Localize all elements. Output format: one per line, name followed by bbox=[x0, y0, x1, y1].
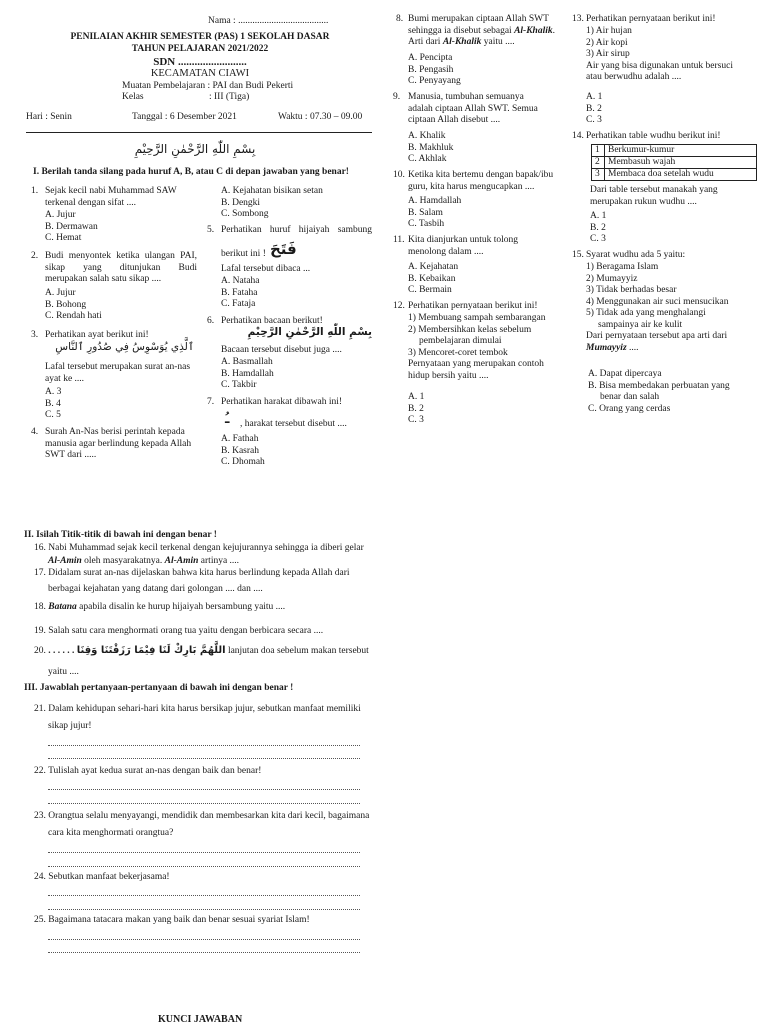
question-8-number: 8. bbox=[396, 14, 404, 24]
answer-line-24a[interactable] bbox=[48, 895, 360, 896]
question-25-text: 25. Bagaimana tatacara makan yang baik dan benar sesuai syariat Islam! bbox=[34, 915, 310, 925]
answer-line-24b[interactable] bbox=[48, 909, 360, 910]
question-13-number: 13. bbox=[572, 14, 584, 24]
wudhu-table-row: 1 Berkumur-kumur bbox=[592, 145, 757, 157]
question-15-text: Syarat wudhu ada 5 yaitu: bbox=[586, 250, 686, 260]
question-12-options[interactable]: A. 1 B. 2 C. 3 bbox=[408, 392, 425, 426]
question-4-number: 4. bbox=[31, 427, 39, 437]
question-20-arabic: اللَّهُمَّ بَارِكْ لَنَا فِيْمَا رَزَقْتَنَا وَقِنَا bbox=[76, 645, 226, 656]
question-13-options[interactable]: A. 1 B. 2 C. 3 bbox=[586, 92, 603, 126]
exam-title: PENILAIAN AKHIR SEMESTER (PAS) 1 SEKOLAH DASAR bbox=[70, 32, 330, 42]
question-21-text: 21. Dalam kehidupan sehari-hari kita harus bersikap jujur, sebutkan manfaat memiliki bbox=[34, 704, 361, 714]
question-6-text: Perhatikan bacaan berikut! bbox=[221, 316, 323, 326]
question-21-text-2: sikap jujur! bbox=[48, 721, 92, 731]
question-2-number: 2. bbox=[31, 251, 39, 261]
question-13-statements: 1) Air hujan 2) Air kopi 3) Air sirup Air yang bisa digunakan untuk bersuci atau berwudhu adalah .... bbox=[586, 26, 733, 83]
answer-line-25a[interactable] bbox=[48, 939, 360, 940]
question-1-options[interactable]: A. Jujur B. Dermawan C. Hemat bbox=[45, 210, 98, 244]
question-12-number: 12. bbox=[393, 301, 405, 311]
question-20-text: 20. . . . . . . اللَّهُمَّ بَارِكْ لَنَا فِيْمَا رَزَقْتَنَا وَقِنَا lanjutan doa sebelum makan tersebut bbox=[34, 645, 369, 656]
question-14-text: Perhatikan table wudhu berikut ini! bbox=[586, 131, 721, 141]
question-9-number: 9. bbox=[393, 92, 401, 102]
question-7-text: Perhatikan harakat dibawah ini! bbox=[221, 397, 343, 407]
school-name-field[interactable]: SDN ......................... bbox=[153, 56, 247, 68]
basmalah-calligraphy: بِسْمِ اللّٰهِ الرَّحْمٰنِ الرَّحِيْمِ bbox=[134, 142, 256, 156]
question-12-statements: 1) Membuang sampah sembarangan 2) Membersihkan kelas sebelum pembelajaran dimulai 3) Mencoret-coret tembok Pernyataan yang merupakan contoh hidup bersih yaitu .... bbox=[408, 313, 546, 381]
section-2-title: II. Isilah Titik-titik di bawah ini dengan benar ! bbox=[24, 530, 217, 540]
question-19-text: 19. Salah satu cara menghormati orang tua yaitu dengan berbicara secara .... bbox=[34, 626, 324, 636]
question-5-arabic: فَتَحَ bbox=[270, 240, 297, 258]
wudhu-table-row: 3 Membaca doa setelah wudu bbox=[592, 168, 757, 180]
question-7-text-2: , harakat tersebut disebut .... bbox=[240, 419, 347, 429]
question-12-text: Perhatikan pernyataan berikut ini! bbox=[408, 301, 538, 311]
question-15-statements: 1) Beragama Islam 2) Mumayyiz 3) Tidak berhadas besar 4) Menggunakan air suci mensucikan 5) Tidak ada yang menghalangi sampainya air ke kulit Dari pernyataan tersebut apa arti dari Mumayyiz .... bbox=[586, 262, 729, 354]
question-4-text: Surah An-Nas berisi perintah kepada manusia agar berlindung kepada Allah SWT dari ..... bbox=[45, 427, 192, 461]
question-7-number: 7. bbox=[207, 397, 215, 407]
exam-date: Tanggal : 6 Desember 2021 bbox=[132, 112, 237, 122]
section-3-title: III. Jawablah pertanyaan-pertanyaan di bawah ini dengan benar ! bbox=[24, 683, 294, 693]
question-10-text: Ketika kita bertemu dengan bapak/ibu guru, kita harus mengucapkan .... bbox=[408, 170, 554, 192]
question-5-text: Perhatikan huruf hijaiyah sambung bbox=[221, 225, 372, 235]
question-8-text: Bumi merupakan ciptaan Allah SWT sehingga ia disebut sebagai Al-Khalik. Arti dari Al-Khalik yaitu .... bbox=[408, 14, 555, 48]
class-label: Kelas bbox=[122, 92, 144, 102]
question-5-text-2: berikut ini ! bbox=[221, 249, 266, 259]
subject-label: Muatan Pembelajaran : PAI dan Budi Pekerti bbox=[122, 81, 294, 91]
question-24-text: 24. Sebutkan manfaat bekerjasama! bbox=[34, 872, 170, 882]
answer-line-25b[interactable] bbox=[48, 952, 360, 953]
question-11-text: Kita dianjurkan untuk tolong menolong dalam .... bbox=[408, 235, 519, 257]
exam-time: Waktu : 07.30 – 09.00 bbox=[278, 112, 363, 122]
question-5-number: 5. bbox=[207, 225, 215, 235]
header-divider bbox=[26, 132, 372, 133]
question-4-options[interactable]: A. Kejahatan bisikan setan B. Dengki C. Sombong bbox=[221, 186, 323, 220]
answer-key-title: KUNCI JAWABAN bbox=[158, 1014, 243, 1025]
question-6-number: 6. bbox=[207, 316, 215, 326]
question-3-number: 3. bbox=[31, 330, 39, 340]
question-15-number: 15. bbox=[572, 250, 584, 260]
question-14-options[interactable]: A. 1 B. 2 C. 3 bbox=[590, 211, 607, 245]
question-13-text: Perhatikan pernyataan berikut ini! bbox=[586, 14, 716, 24]
question-5-text-3: Lafal tersebut dibaca ... bbox=[221, 264, 311, 274]
answer-line-22a[interactable] bbox=[48, 789, 360, 790]
question-15-options[interactable]: A. Dapat dipercaya B. Bisa membedakan perbuatan yang benar dan salah C. Orang yang cerdas bbox=[588, 369, 730, 414]
question-16-text-2: Al-Amin oleh masyarakatnya. Al-Amin artinya .... bbox=[48, 556, 240, 566]
question-16-text: 16. Nabi Muhammad sejak kecil terkenal dengan kejujurannya sehingga ia diberi gelar bbox=[34, 543, 364, 553]
question-3-text: Perhatikan ayat berikut ini! bbox=[45, 330, 149, 340]
question-14-number: 14. bbox=[572, 131, 584, 141]
question-8-options[interactable]: A. Pencipta B. Pengasih C. Penyayang bbox=[408, 53, 461, 87]
question-11-options[interactable]: A. Kejahatan B. Kebaikan C. Bermain bbox=[408, 262, 459, 296]
question-3-text-2: Lafal tersebut merupakan surat an-nas ayat ke .... bbox=[45, 362, 191, 384]
question-7-harakat: ـُ bbox=[225, 412, 230, 427]
question-7-options[interactable]: A. Fathah B. Kasrah C. Dhomah bbox=[221, 434, 265, 468]
question-10-options[interactable]: A. Hamdallah B. Salam C. Tasbih bbox=[408, 196, 462, 230]
question-2-options[interactable]: A. Jujur B. Bohong C. Rendah hati bbox=[45, 288, 102, 322]
question-1-number: 1. bbox=[31, 186, 39, 196]
question-23-text-2: cara kita menghormati orangtua? bbox=[48, 828, 174, 838]
name-field[interactable]: Nama : ...................................... bbox=[208, 16, 329, 26]
question-18-text: 18. Batana apabila disalin ke hurup hijaiyah bersambung yaitu .... bbox=[34, 602, 286, 612]
answer-line-21a[interactable] bbox=[48, 745, 360, 746]
question-11-number: 11. bbox=[393, 235, 405, 245]
class-value: : III (Tiga) bbox=[209, 92, 250, 102]
question-1-text: Sejak kecil nabi Muhammad SAW terkenal dengan sifat .... bbox=[45, 186, 177, 208]
question-17-text: 17. Didalam surat an-nas dijelaskan bahwa kita harus berlindung kepada Allah dari bbox=[34, 568, 350, 578]
kecamatan: KECAMATAN CIAWI bbox=[150, 68, 250, 79]
question-9-text: Manusia, tumbuhan semuanya adalah ciptaan Allah SWT. Semua ciptaan Allah disebut .... bbox=[408, 92, 538, 126]
wudhu-table bbox=[591, 144, 757, 181]
question-5-options[interactable]: A. Nataha B. Fataha C. Fataja bbox=[221, 276, 260, 310]
answer-line-21b[interactable] bbox=[48, 758, 360, 759]
question-10-number: 10. bbox=[393, 170, 405, 180]
answer-line-22b[interactable] bbox=[48, 803, 360, 804]
question-2-text: Budi menyontek ketika ulangan PAI, sikap yang ditunjukan Budi merupakan salah satu sikap .... bbox=[45, 251, 197, 285]
question-6-text-2: Bacaan tersebut disebut juga .... bbox=[221, 345, 342, 355]
school-year: TAHUN PELAJARAN 2021/2022 bbox=[131, 44, 269, 54]
question-22-text: 22. Tulislah ayat kedua surat an-nas dengan baik dan benar! bbox=[34, 766, 262, 776]
question-20-text-2: yaitu .... bbox=[48, 667, 79, 677]
question-6-arabic: بِسْمِ اللّٰهِ الرَّحْمٰنِ الرَّحِيْمِ bbox=[247, 326, 372, 338]
exam-day: Hari : Senin bbox=[26, 112, 72, 122]
question-3-options[interactable]: A. 3 B. 4 C. 5 bbox=[45, 387, 62, 421]
question-9-options[interactable]: A. Khalik B. Makhluk C. Akhlak bbox=[408, 131, 454, 165]
question-23-text: 23. Orangtua selalu menyayangi, mendidik dan membesarkan kita dari kecil, bagaimana bbox=[34, 811, 370, 821]
question-14-text-2: Dari table tersebut manakah yang merupakan rukun wudhu .... bbox=[590, 185, 718, 207]
question-3-arabic-verse: ٱلَّذِي يُوَسْوِسُ فِي صُدُورِ ٱلنَّاسِ bbox=[55, 341, 194, 353]
question-17-text-2: berbagai kejahatan yang datang dari golongan .... dan .... bbox=[48, 584, 263, 594]
answer-line-23b[interactable] bbox=[48, 866, 360, 867]
question-6-options[interactable]: A. Basmallah B. Hamdallah C. Takbir bbox=[221, 357, 274, 391]
wudhu-table-row: 2 Membasuh wajah bbox=[592, 156, 757, 168]
section-1-title: I. Berilah tanda silang pada huruf A, B, atau C di depan jawaban yang benar! bbox=[33, 167, 349, 177]
answer-line-23a[interactable] bbox=[48, 852, 360, 853]
